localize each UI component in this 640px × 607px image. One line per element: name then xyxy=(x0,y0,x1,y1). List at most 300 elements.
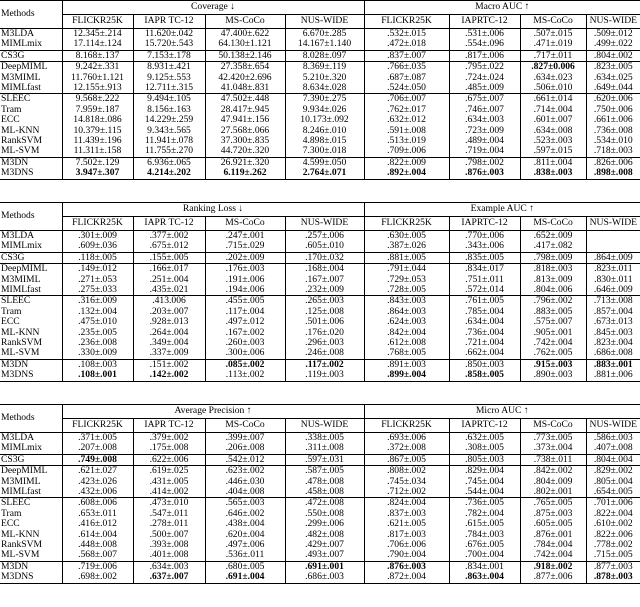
metric-value xyxy=(586,359,640,370)
metric-value-text: .691±.001 xyxy=(305,561,344,572)
metric-value-text: .414±.002 xyxy=(149,487,189,498)
metric-value-text: .431±.005 xyxy=(149,476,189,487)
metric-value-text: .471±.019 xyxy=(533,39,573,50)
metric-value-text: .117±.002 xyxy=(305,359,344,370)
metric-value-text: .864±.009 xyxy=(593,252,633,263)
metric-value xyxy=(285,433,364,444)
method-name-text: SLEEC xyxy=(1,497,31,509)
metric-value-text: 9.568±.222 xyxy=(75,93,120,105)
metric-value xyxy=(62,94,133,105)
metric-value xyxy=(205,572,285,583)
method-name-text: ML-KNN xyxy=(1,125,40,136)
metric-value-text: .311±.008 xyxy=(305,443,344,454)
metric-value xyxy=(133,498,205,509)
dataset-header xyxy=(449,217,520,231)
metric-value xyxy=(133,348,205,359)
dataset-header-text: FLICKR25K xyxy=(381,217,432,229)
metric-value-text: .745±.004 xyxy=(465,476,504,487)
metric-value xyxy=(62,477,133,487)
metric-value xyxy=(586,136,640,146)
metric-value xyxy=(449,252,520,263)
dataset-header-text: NUS-WIDE xyxy=(300,419,349,431)
metric-value xyxy=(133,466,205,477)
metric-value-text: .485±.009 xyxy=(465,83,504,94)
metric-value xyxy=(205,252,285,263)
metric-value xyxy=(285,157,364,168)
metric-value xyxy=(133,115,205,125)
metric-value-text: .167±.007 xyxy=(305,274,344,285)
table-row xyxy=(0,477,640,487)
metric-value xyxy=(205,126,285,136)
method-name-text: MIMLmix xyxy=(1,443,43,454)
metric-value xyxy=(586,530,640,540)
metric-value-text: .371±.005 xyxy=(78,432,117,443)
metric-value-text: 26.921±.320 xyxy=(220,157,270,168)
metric-value-text: 9.343±.565 xyxy=(147,125,191,136)
metric-value-text: .864±.003 xyxy=(387,306,426,317)
metric-value-text: .719±.004 xyxy=(465,146,504,157)
metric-value-text: .843±.003 xyxy=(387,295,426,307)
metric-value-text: .423±.026 xyxy=(78,476,117,487)
metric-value xyxy=(449,157,520,168)
metric-value xyxy=(520,433,586,444)
method-name-text: M3MIML xyxy=(1,72,41,83)
metric-value xyxy=(520,509,586,519)
metric-value-text: 12.711±.315 xyxy=(144,83,194,94)
method-name xyxy=(0,264,62,275)
metric-value xyxy=(205,466,285,477)
metric-value-text: 4.214±.202 xyxy=(147,168,191,179)
metric-value-text: .687±.087 xyxy=(387,72,426,83)
metric-value-text: .597±.031 xyxy=(305,454,344,465)
dataset-header xyxy=(364,217,449,231)
metric-value xyxy=(205,307,285,317)
metric-value-text: 4.599±.050 xyxy=(302,157,347,168)
metric-value-text: .802±.001 xyxy=(533,487,573,498)
metric-value-text: 4.898±.015 xyxy=(302,136,347,147)
metric-value xyxy=(133,146,205,157)
metric-value-text: .822±.006 xyxy=(593,529,633,540)
metric-value xyxy=(62,146,133,157)
metric-value xyxy=(133,73,205,83)
metric-value xyxy=(364,126,449,136)
metric-value xyxy=(520,50,586,61)
metric-value-text: .728±.005 xyxy=(387,285,426,296)
metric-value xyxy=(62,307,133,317)
metric-value xyxy=(449,126,520,136)
metric-value-text: .818±.003 xyxy=(533,263,573,275)
metric-value xyxy=(62,168,133,179)
metric-value xyxy=(62,29,133,40)
metric-value xyxy=(586,83,640,94)
metric-value xyxy=(520,105,586,115)
method-name-text: M3MIML xyxy=(1,274,41,285)
metric-value xyxy=(364,509,449,519)
metric-value-text: 11.439±.196 xyxy=(73,136,122,147)
metric-value-text: .301±.009 xyxy=(78,230,117,241)
metric-value xyxy=(205,168,285,179)
metric-value-text: .446±.030 xyxy=(225,476,265,487)
metric-value xyxy=(449,498,520,509)
metric-value-text: .472±.008 xyxy=(305,497,344,509)
metric-value xyxy=(449,231,520,242)
metric-value xyxy=(285,509,364,519)
metric-value xyxy=(449,285,520,296)
metric-value-text: 47.941±.156 xyxy=(220,115,270,126)
dataset-header xyxy=(586,419,640,433)
method-name-text: M3LDA xyxy=(1,28,35,39)
metric-value-text: .413.006 xyxy=(152,295,186,307)
metric-value-text: 7.390±.275 xyxy=(302,93,347,105)
method-name xyxy=(0,146,62,157)
metric-value-text: 11.760±1.121 xyxy=(71,72,124,83)
metric-value-text: .608±.006 xyxy=(78,497,117,509)
method-name-text: M3LDA xyxy=(1,230,35,241)
metric-value xyxy=(205,317,285,327)
metric-value-text: .630±.005 xyxy=(387,230,426,241)
metric-value-text: .337±.009 xyxy=(149,348,189,359)
method-name-text: MIMLmix xyxy=(1,241,43,252)
metric-value xyxy=(364,519,449,529)
metric-value xyxy=(133,477,205,487)
metric-value-text: .175±.008 xyxy=(149,443,189,454)
metric-value-text: .842±.004 xyxy=(387,327,426,338)
metric-value xyxy=(364,433,449,444)
metric-value-text: .119±.003 xyxy=(305,370,344,381)
metric-value xyxy=(364,275,449,285)
metric-value-text: .845±.003 xyxy=(593,327,633,338)
metric-value xyxy=(133,50,205,61)
metric-value xyxy=(449,572,520,583)
methods-header xyxy=(0,1,62,29)
methods-header-text: Methods xyxy=(1,412,35,424)
method-name-text: ML-SVM xyxy=(1,550,40,561)
metric-value-text: .804±.002 xyxy=(593,50,633,61)
metric-value xyxy=(62,466,133,477)
metric-value-text: 7.959±.187 xyxy=(75,104,120,115)
metric-value-text: .473±.010 xyxy=(149,497,189,509)
metric-value-text: .773±.005 xyxy=(533,432,573,443)
metric-value-text: .610±.002 xyxy=(593,519,633,530)
metric-value-text: .601±.007 xyxy=(533,115,573,126)
metric-value xyxy=(364,477,449,487)
metric-value xyxy=(205,105,285,115)
metric-value xyxy=(364,39,449,50)
metric-value-text: .155±.005 xyxy=(149,252,189,263)
metric-value xyxy=(285,252,364,263)
metric-value-text: .714±.004 xyxy=(533,104,573,115)
method-name xyxy=(0,252,62,263)
metric-value-text: .791±.044 xyxy=(387,263,426,275)
empty-cell xyxy=(586,241,640,252)
metric-value xyxy=(449,370,520,381)
metric-value-text: 7.153±.178 xyxy=(147,50,191,61)
dataset-header-text: MS-CoCo xyxy=(533,217,573,229)
dataset-header xyxy=(285,15,364,29)
metric-value xyxy=(133,561,205,572)
dataset-header-text: MS-CoCo xyxy=(225,419,265,431)
metric-value-text: .620±.006 xyxy=(593,93,633,105)
method-name xyxy=(0,115,62,125)
metric-value-text: 17.114±.124 xyxy=(73,39,122,50)
dataset-header xyxy=(205,419,285,433)
table-row xyxy=(0,264,640,275)
metric-value xyxy=(520,530,586,540)
method-name-text: CS3G xyxy=(1,50,25,61)
metric-value-text: .416±.012 xyxy=(78,519,117,530)
metric-value-text: .742±.004 xyxy=(533,550,573,561)
metric-value xyxy=(205,530,285,540)
metric-value-text: .532±.015 xyxy=(387,28,426,39)
metric-value-text: .673±.013 xyxy=(593,317,633,328)
table-row xyxy=(0,231,640,242)
table-row xyxy=(0,126,640,136)
metric-value-text: 11.620±.042 xyxy=(144,28,194,39)
method-name xyxy=(0,550,62,561)
metric-value xyxy=(586,487,640,498)
metric-value xyxy=(586,50,640,61)
dataset-header-text: NUS-WIDE xyxy=(300,217,349,229)
right-metric-title xyxy=(364,203,640,217)
metric-value xyxy=(205,370,285,381)
metric-value-text: .698±.002 xyxy=(78,572,117,583)
metric-value-text: .338±.005 xyxy=(305,432,344,443)
metric-value-text: .547±.011 xyxy=(149,508,189,519)
metric-value-text: 2.764±.071 xyxy=(302,168,347,179)
method-name-text: MIMLmix xyxy=(1,39,43,50)
metric-value-text: 9.934±.026 xyxy=(302,104,347,115)
metric-value xyxy=(285,359,364,370)
metric-value xyxy=(586,317,640,327)
metric-value xyxy=(449,509,520,519)
table-row xyxy=(0,540,640,550)
metric-value xyxy=(449,146,520,157)
metric-value-text: .565±.003 xyxy=(225,497,265,509)
metric-value-text: .275±.033 xyxy=(78,285,117,296)
metric-value xyxy=(520,252,586,263)
metric-value xyxy=(520,115,586,125)
metric-value-text: 28.417±.945 xyxy=(220,104,270,115)
metric-value xyxy=(586,370,640,381)
metric-value-text: .191±.006 xyxy=(225,274,265,285)
metric-value xyxy=(62,348,133,359)
metric-value-text: .877±.006 xyxy=(533,572,573,583)
method-name xyxy=(0,275,62,285)
methods-header-text: Methods xyxy=(1,210,35,222)
dataset-header xyxy=(62,419,133,433)
table-row xyxy=(0,550,640,561)
metric-value-text: .605±.010 xyxy=(305,241,344,252)
metric-value xyxy=(364,252,449,263)
left-metric-title xyxy=(62,1,364,15)
dataset-header-text: MS-CoCo xyxy=(225,217,265,229)
metric-value-text: .619±.025 xyxy=(149,465,189,477)
metric-value-text: .646±.002 xyxy=(225,508,265,519)
metric-value xyxy=(449,328,520,338)
method-name xyxy=(0,317,62,327)
metric-value-text: .572±.014 xyxy=(465,285,504,296)
metric-value xyxy=(449,433,520,444)
metric-value xyxy=(133,62,205,73)
metric-value-text: .834±.001 xyxy=(465,561,504,572)
metric-value xyxy=(364,157,449,168)
metric-value xyxy=(285,146,364,157)
metric-value-text: .478±.008 xyxy=(305,476,344,487)
metric-value xyxy=(449,530,520,540)
right-metric-title xyxy=(364,405,640,419)
metric-value-text: .761±.005 xyxy=(465,295,504,307)
metric-value xyxy=(520,328,586,338)
metric-value xyxy=(449,29,520,40)
metric-value-text: .605±.005 xyxy=(533,519,573,530)
metric-value xyxy=(62,105,133,115)
metric-value-text: .891±.003 xyxy=(387,359,426,370)
metric-value-text: .817±.006 xyxy=(465,50,504,61)
table-row xyxy=(0,275,640,285)
metric-value-text: .609±.036 xyxy=(78,241,117,252)
metric-value xyxy=(205,241,285,252)
metric-value-text: .132±.004 xyxy=(78,306,117,317)
table-row xyxy=(0,252,640,263)
table-row xyxy=(0,241,640,252)
metric-value-text: .108±.003 xyxy=(78,359,117,370)
metric-value-text: .377±.002 xyxy=(149,230,189,241)
metric-value xyxy=(449,73,520,83)
metric-value xyxy=(364,530,449,540)
metric-value-text: .823±.011 xyxy=(594,263,633,275)
metric-value-text: .877±.003 xyxy=(593,561,633,572)
metric-value xyxy=(285,105,364,115)
method-name xyxy=(0,241,62,252)
metric-value xyxy=(62,540,133,550)
dataset-header-text: FLICKR25K xyxy=(72,15,123,27)
metric-value-text: .536±.011 xyxy=(225,550,265,561)
metric-value xyxy=(285,94,364,105)
metric-value-text: .823±.004 xyxy=(593,338,633,349)
dataset-header-text: MS-CoCo xyxy=(225,15,265,27)
metric-value-text: .778±.002 xyxy=(593,540,633,551)
metric-value-text: .905±.001 xyxy=(533,327,573,338)
metric-value-text: .597±.015 xyxy=(533,146,573,157)
metric-value-text: .632±.005 xyxy=(465,432,504,443)
metric-value xyxy=(205,519,285,529)
right-metric-title-text: Example AUC ↑ xyxy=(470,203,535,215)
metric-value-text: .676±.005 xyxy=(465,540,504,551)
table-row xyxy=(0,307,640,317)
metric-value xyxy=(285,136,364,146)
metric-value-text: .822±.004 xyxy=(593,508,633,519)
dataset-header xyxy=(520,419,586,433)
metric-value-text: .899±.004 xyxy=(387,370,426,381)
metric-value xyxy=(449,519,520,529)
metric-value xyxy=(133,126,205,136)
metric-value xyxy=(520,370,586,381)
method-name-text: DeepMIML xyxy=(1,465,48,477)
metric-value xyxy=(364,146,449,157)
method-name-text: M3DNS xyxy=(1,572,34,583)
metric-value-text: .883±.001 xyxy=(593,359,633,370)
empty-cell xyxy=(586,231,640,242)
metric-value xyxy=(62,433,133,444)
metric-value xyxy=(449,105,520,115)
metric-value-text: .524±.050 xyxy=(387,83,426,94)
metric-value xyxy=(586,94,640,105)
metric-value-text: .586±.003 xyxy=(593,432,633,443)
dataset-header xyxy=(449,15,520,29)
method-name-text: ML-KNN xyxy=(1,327,40,338)
metric-value xyxy=(62,62,133,73)
right-metric-title-text: Micro AUC ↑ xyxy=(475,405,529,417)
metric-value xyxy=(133,487,205,498)
metric-value xyxy=(586,296,640,307)
metric-value xyxy=(520,348,586,359)
method-name xyxy=(0,73,62,83)
metric-value xyxy=(133,105,205,115)
table-row xyxy=(0,296,640,307)
metric-value xyxy=(586,264,640,275)
metric-value-text: .876±.001 xyxy=(533,529,573,540)
metric-value-text: .892±.004 xyxy=(387,168,426,179)
method-name-text: RankSVM xyxy=(1,540,43,551)
method-name xyxy=(0,530,62,540)
metric-value xyxy=(205,328,285,338)
table-row xyxy=(0,39,640,50)
metric-value xyxy=(586,168,640,179)
metric-value xyxy=(586,105,640,115)
metric-value-text: .455±.005 xyxy=(225,295,265,307)
metric-value xyxy=(520,39,586,50)
method-name-text: M3DN xyxy=(1,359,29,370)
table-row xyxy=(0,443,640,454)
metric-value xyxy=(520,307,586,317)
metric-value-text: .509±.012 xyxy=(593,28,633,39)
metric-value-text: .166±.017 xyxy=(149,263,189,275)
metric-value-text: 47.502±.448 xyxy=(220,93,270,105)
metric-value xyxy=(364,105,449,115)
metric-value-text: .719±.006 xyxy=(78,561,117,572)
method-name xyxy=(0,39,62,50)
metric-value xyxy=(62,509,133,519)
metric-value-text: .554±.096 xyxy=(465,39,504,50)
metric-value-text: .770±.006 xyxy=(465,230,504,241)
metric-value-text: 6.119±.262 xyxy=(223,168,267,179)
table-row xyxy=(0,338,640,348)
metric-value-text: 9.242±.331 xyxy=(75,61,120,73)
metric-value-text: .202±.009 xyxy=(225,252,265,263)
metric-value xyxy=(205,275,285,285)
dataset-header-text: NUS-WIDE xyxy=(589,15,638,27)
metric-value xyxy=(62,359,133,370)
metric-value xyxy=(285,39,364,50)
metric-value xyxy=(520,487,586,498)
metric-value xyxy=(285,83,364,94)
metric-value xyxy=(133,572,205,583)
metric-value xyxy=(285,561,364,572)
metric-value-text: 37.300±.835 xyxy=(220,136,270,147)
metric-value-text: .762±.017 xyxy=(387,104,426,115)
metric-value-text: .796±.002 xyxy=(533,295,573,307)
metric-value-text: .713±.008 xyxy=(593,295,633,307)
metric-value-text: .883±.005 xyxy=(533,306,573,317)
metric-value xyxy=(520,157,586,168)
method-name xyxy=(0,50,62,61)
metric-value-text: .709±.006 xyxy=(387,146,426,157)
metric-value xyxy=(520,29,586,40)
metric-value xyxy=(449,307,520,317)
metric-value-text: .798±.002 xyxy=(465,157,504,168)
metric-value-text: .264±.004 xyxy=(149,327,189,338)
method-name xyxy=(0,338,62,348)
